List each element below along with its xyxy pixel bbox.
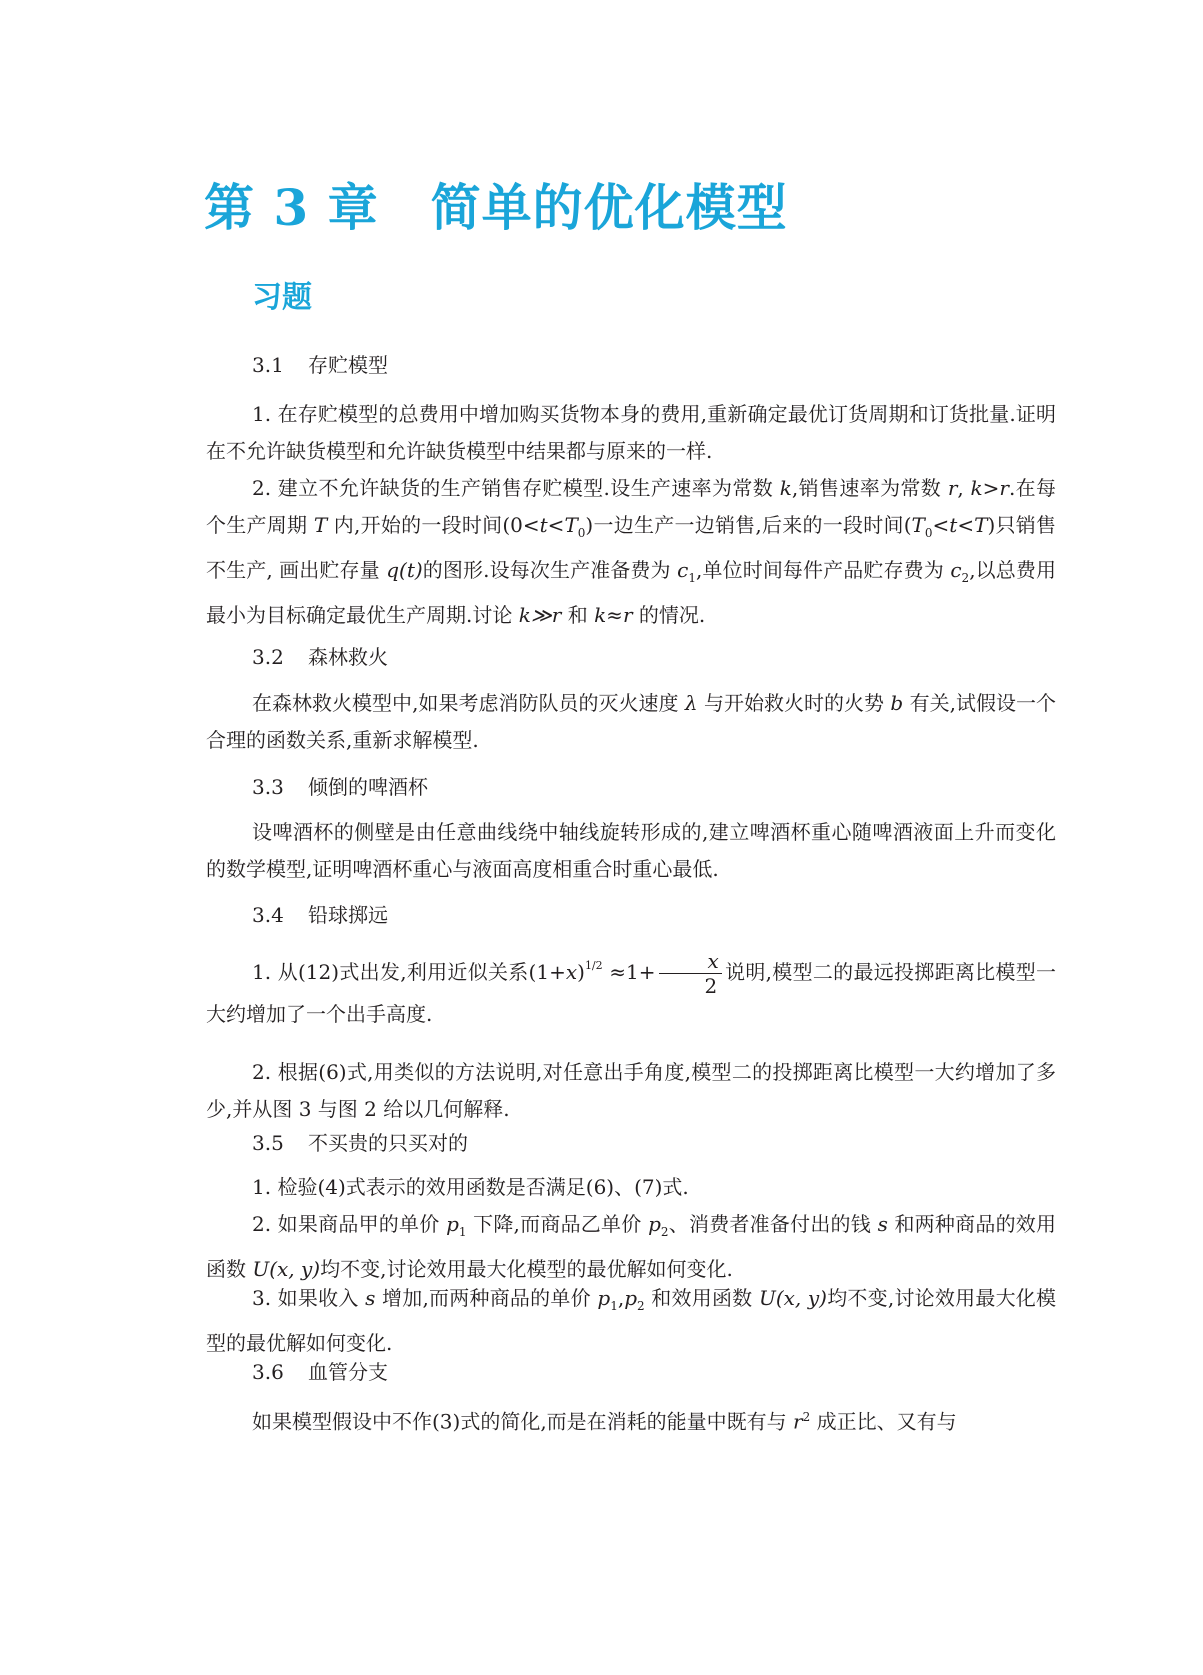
exercise-3-5-2: 2. 如果商品甲的单价 $p_1$ 下降,而商品乙单价 $p_2$、消费者准备付出的钱 s 和两种商品的效用函数 U(x, y)均不变,讨论效用最大化模型的最优解如何变化. <box>206 1212 1057 1281</box>
chapter-name: 简单的优化模型 <box>430 178 788 237</box>
section-heading-3-4: 3.4 铅球掷远 <box>252 903 388 927</box>
exercise-3-3: 设啤酒杯的侧壁是由任意曲线绕中轴线旋转形成的,建立啤酒杯重心随啤酒液面上升而变化的数学模型,证明啤酒杯重心与液面高度相重合时重心最低. <box>206 820 1056 881</box>
section-heading-3-2: 3.2 森林救火 <box>252 645 388 669</box>
exercises-heading: 习题 <box>252 280 312 315</box>
fraction-x-over-2: $\frac{x}{2}$ <box>659 951 722 996</box>
chapter-number: 第 3 章 <box>204 178 379 237</box>
exercise-3-1-1: 1. 在存贮模型的总费用中增加购买货物本身的费用,重新确定最优订货周期和订货批量.证明在不允许缺货模型和允许缺货模型中结果都与原来的一样. <box>206 402 1056 463</box>
section-heading-3-5: 3.5 不买贵的只买对的 <box>252 1131 468 1155</box>
section-heading-3-6: 3.6 血管分支 <box>252 1360 388 1384</box>
exercise-3-2: 在森林救火模型中,如果考虑消防队员的灭火速度 λ 与开始救火时的火势 b 有关,试假设一个合理的函数关系,重新求解模型. <box>206 691 1056 752</box>
section-heading-3-1: 3.1 存贮模型 <box>252 353 388 377</box>
exercise-3-4-2: 2. 根据(6)式,用类似的方法说明,对任意出手角度,模型二的投掷距离比模型一大约增加了多少,并从图 3 与图 2 给以几何解释. <box>206 1060 1056 1121</box>
exercise-3-6: 如果模型假设中不作(3)式的简化,而是在消耗的能量中既有与 $r^2$ 成正比、又有与 <box>252 1409 957 1434</box>
exercise-3-5-1: 1. 检验(4)式表示的效用函数是否满足(6)、(7)式. <box>252 1175 689 1199</box>
chapter-title <box>204 168 788 240</box>
exercise-3-1-2: 2. 建立不允许缺货的生产销售存贮模型.设生产速率为常数 k,销售速率为常数 r, k>r.在每个生产周期 T 内,开始的一段时间$(0<t<T_0)$一边生产一边销售,后来的一段时间$(T_0<t<T)$只销售不生产, 画出贮存量 q(t)的图形.设每次生产准备费为 $c_1$,单位时间每件产品贮存费为 $c_2$,以总费用最小为目标确定最优生产周期.讨论 k≫r 和 k≈r 的情况. <box>206 476 1057 627</box>
exercise-3-5-3: 3. 如果收入 s 增加,而两种商品的单价 $p_1,p_2$ 和效用函数 U(x, y)均不变,讨论效用最大化模型的最优解如何变化. <box>206 1286 1057 1355</box>
exercise-3-4-1: 1. 从(12)式出发,利用近似关系$(1+x)^{1/2} \approx 1+$ $\frac{x}{2}$ 说明,模型二的最远投掷距离比模型一大约增加了一个出手高度. <box>206 949 1057 1026</box>
section-heading-3-3: 3.3 倾倒的啤酒杯 <box>252 775 428 799</box>
